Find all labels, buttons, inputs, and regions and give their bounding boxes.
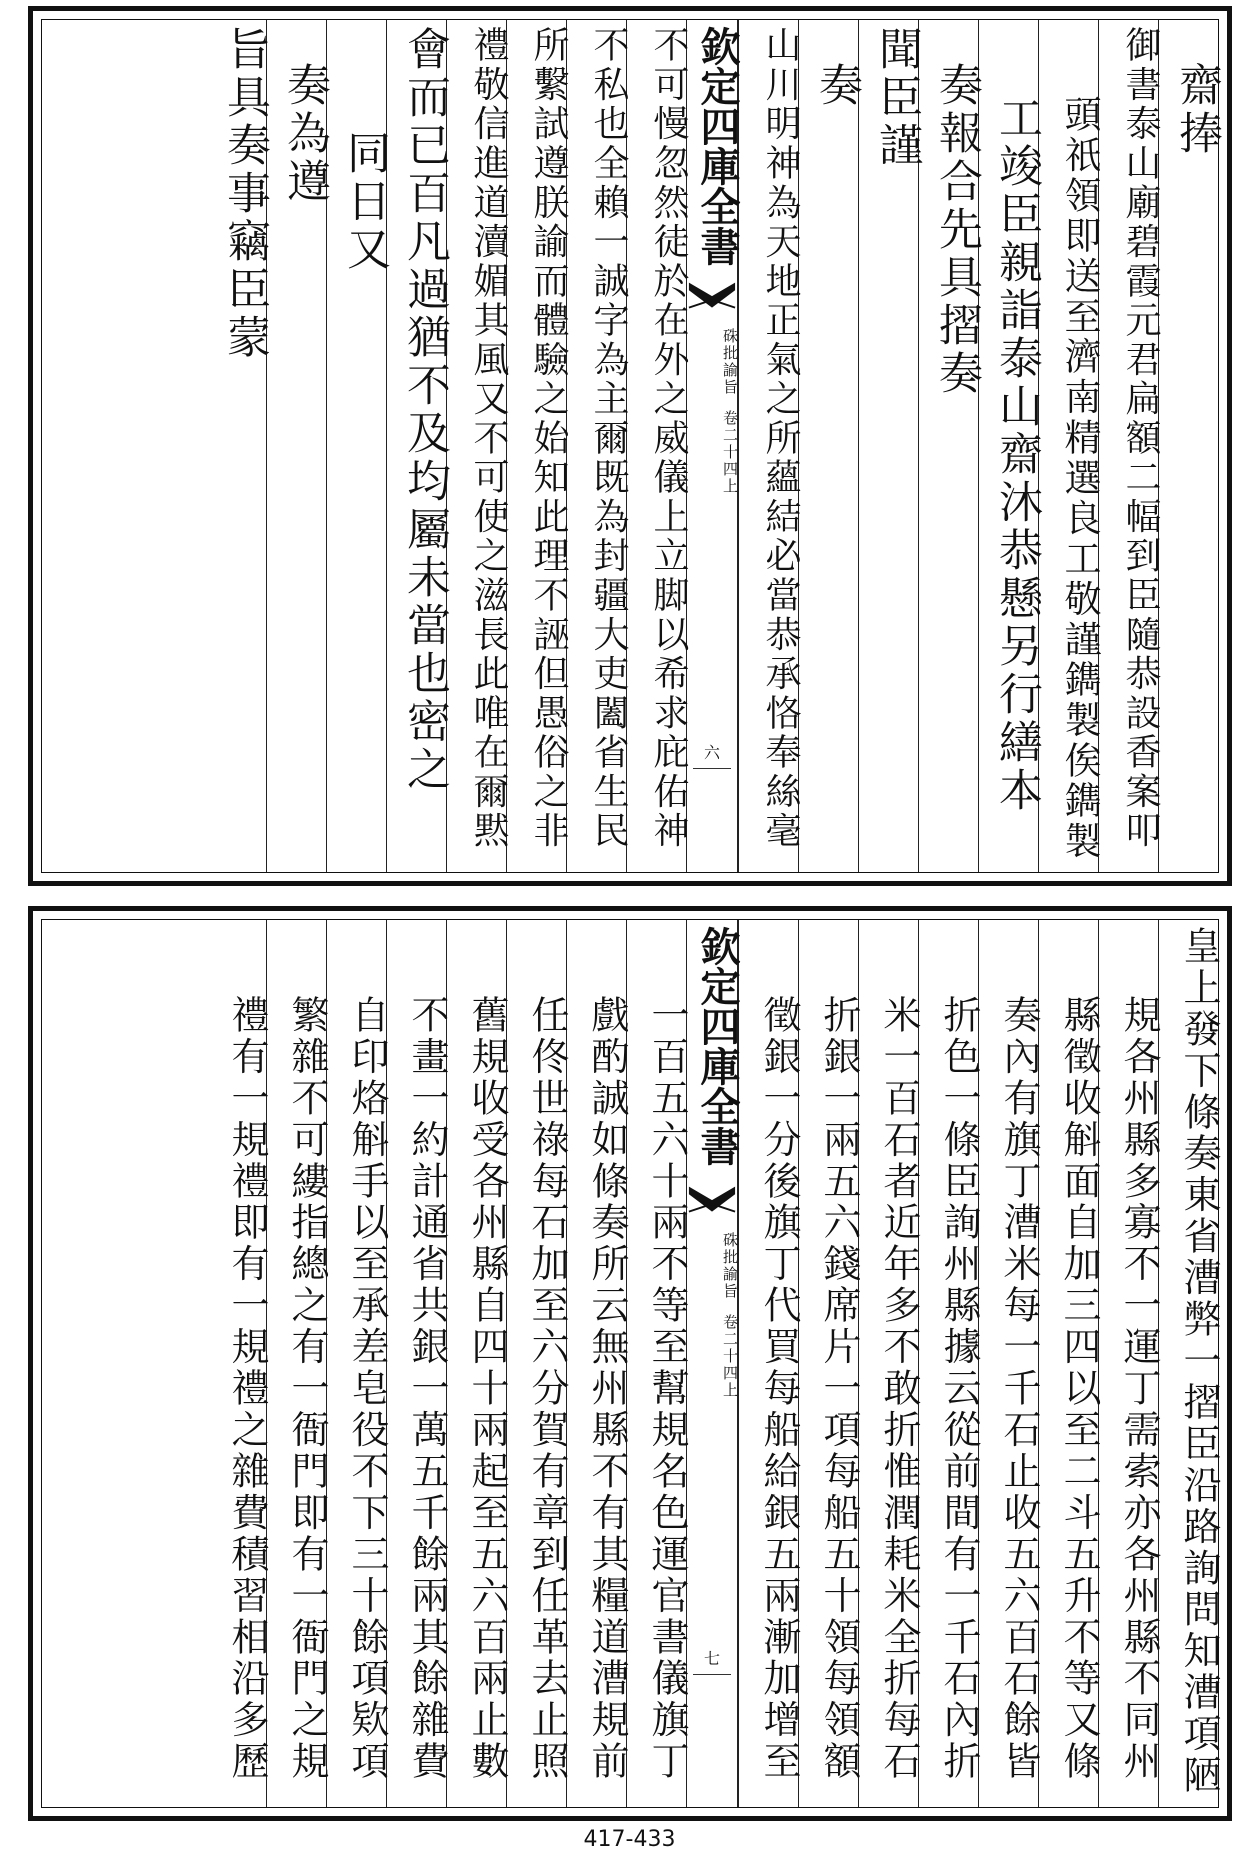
- text-column: [386, 920, 449, 1807]
- column-text: 不可慢忽然徒於在外之威儀上立脚以希求庇佑神: [648, 26, 689, 851]
- column-text: 舊規收受各州縣自四十兩起至五六百兩止數: [465, 995, 509, 1783]
- column-text: 頭祇領即送至濟南精選良工敬謹鐫製俟鐫製: [1058, 95, 1101, 862]
- text-column: [506, 920, 569, 1807]
- text-column: [858, 20, 922, 872]
- text-column: [1038, 920, 1101, 1807]
- column-text: 繁雜不可縷指總之有一衙門即有一衙門之規: [285, 995, 329, 1783]
- column-text: 奏為遵: [279, 62, 330, 206]
- center-margin: [686, 20, 741, 872]
- text-column: [798, 920, 861, 1807]
- column-text: 規各州縣多寡不一運丁需索亦各州縣不同州: [1117, 995, 1161, 1783]
- column-text: 皇上發下條奏東省漕弊一摺臣沿路詢問知漕項陋: [1177, 926, 1221, 1797]
- text-column: [798, 20, 862, 872]
- column-text: 會而已百凡過猶不及均屬未當也密之: [399, 26, 450, 794]
- text-column: [738, 20, 801, 872]
- text-column: [446, 920, 509, 1807]
- text-column: [506, 20, 569, 872]
- text-column: [566, 20, 629, 872]
- column-text: 戲酌誠如條奏所云無州縣不有其糧道漕規前: [585, 995, 629, 1783]
- column-text: 自印烙斛手以至承差皂役不下三十餘項欵項: [345, 995, 389, 1783]
- column-text: 禮敬信進道瀆媚其風又不可使之滋長此唯在爾黙: [468, 26, 509, 851]
- text-column: [1038, 20, 1101, 872]
- column-text: 奏內有旗丁漕米每一千石止收五六百石餘皆: [997, 995, 1041, 1783]
- top-page-frame: [41, 19, 1222, 873]
- fish-tail-mark: [687, 278, 737, 318]
- column-text: 聞臣謹: [871, 26, 922, 170]
- margin-rule: [693, 768, 731, 769]
- top-page: [28, 6, 1232, 886]
- column-text: 齋捧: [1171, 62, 1222, 158]
- text-column: [266, 20, 330, 872]
- column-text: 奏報合先具摺奏: [931, 62, 982, 398]
- volume-label: 卷二十四上: [721, 1314, 739, 1399]
- column-text: 山川明神為天地正氣之所蘊結必當恭承恪奉絲毫: [760, 26, 801, 851]
- bottom-page-frame: [41, 919, 1219, 1808]
- text-column: [206, 20, 270, 872]
- page-number: 七: [703, 1649, 720, 1668]
- text-column: [326, 920, 389, 1807]
- column-text: 旨具奏事竊臣蒙: [219, 26, 270, 362]
- column-text: 工竣臣親詣泰山齋沐恭懸另行繕本: [991, 95, 1042, 815]
- text-column: [918, 20, 982, 872]
- text-column: [978, 20, 1042, 872]
- column-text: 禮有一規禮即有一規禮之雜費積習相沿多歷: [225, 995, 269, 1783]
- column-text: 不畫一約計通省共銀一萬五千餘兩其餘雜費: [405, 995, 449, 1783]
- bottom-page-columns: [42, 920, 1221, 1807]
- text-column: [1158, 20, 1222, 872]
- column-text: 折銀一兩五六錢席片一項每船五十領每領額: [817, 995, 861, 1783]
- column-text: 折色一條臣詢州縣據云從前間有一千石內折: [937, 995, 981, 1783]
- text-column: [1158, 920, 1221, 1807]
- text-column: [326, 20, 390, 872]
- page-number: 六: [703, 743, 720, 762]
- text-column: [918, 920, 981, 1807]
- column-text: 徵銀一分後旗丁代買每船給銀五兩漸加增至: [757, 995, 801, 1783]
- book-title: 欽定四庫全書: [694, 926, 741, 1166]
- column-text: 一百五六十兩不等至幫規名色運官書儀旗丁: [645, 995, 689, 1783]
- text-column: [626, 20, 689, 872]
- margin-rule: [693, 1674, 731, 1675]
- text-column: [1098, 20, 1161, 872]
- column-text: 所繫試遵朕諭而體驗之始知此理不誣但愚俗之非: [528, 26, 569, 851]
- column-text: 同日又: [339, 130, 390, 274]
- text-column: [1098, 920, 1161, 1807]
- top-page-columns: [42, 20, 1222, 872]
- text-column: [738, 920, 801, 1807]
- text-column: [858, 920, 921, 1807]
- text-column: [206, 920, 269, 1807]
- text-column: [566, 920, 629, 1807]
- center-margin: [686, 920, 741, 1807]
- book-subtitle: 硃批諭旨: [721, 328, 739, 396]
- bottom-page: [28, 906, 1232, 1821]
- column-text: 不私也全賴一誠字為主爾既為封疆大吏闔省生民: [588, 26, 629, 851]
- text-column: [446, 20, 509, 872]
- column-text: 御書泰山廟碧霞元君扁額二幅到臣隨恭設香案叩: [1120, 26, 1161, 851]
- column-text: 米一百石者近年多不敢折惟潤耗米全折每石: [877, 995, 921, 1783]
- text-column: [626, 920, 689, 1807]
- column-text: 奏: [811, 62, 862, 110]
- column-text: 縣徵收斛面自加三四以至二斗五升不等又條: [1057, 995, 1101, 1783]
- text-column: [978, 920, 1041, 1807]
- book-subtitle: 硃批諭旨: [721, 1232, 739, 1300]
- book-title: 欽定四庫全書: [694, 26, 741, 266]
- column-text: 任佟世祿每石加至六分賀有章到任革去止照: [525, 995, 569, 1783]
- text-column: [386, 20, 450, 872]
- fish-tail-mark: [687, 1182, 737, 1222]
- volume-label: 卷二十四上: [721, 410, 739, 495]
- page-code: 417-433: [583, 1827, 676, 1852]
- text-column: [266, 920, 329, 1807]
